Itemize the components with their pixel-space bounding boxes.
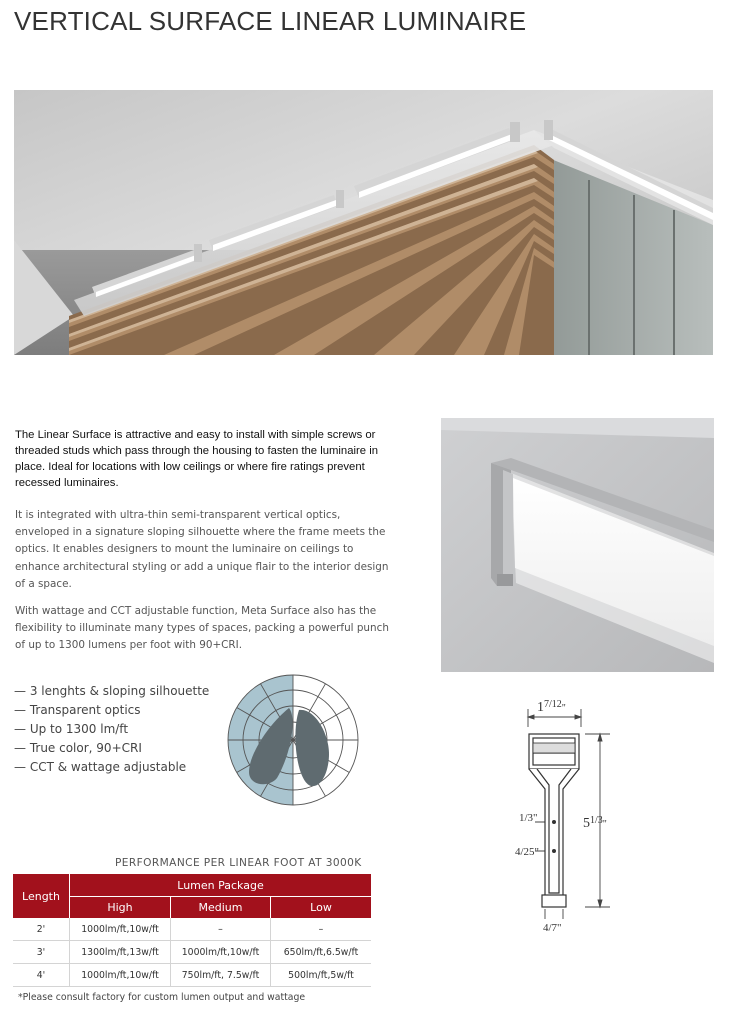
cell-low: 650lm/ft,6.5w/ft: [271, 941, 372, 964]
table-row: [13, 918, 371, 941]
intro-text: The Linear Surface is attractive and easy to install with simple screws or threaded studs which pass through the housing to fasten the luminaire in place. Ideal for locations with low ceilings or where fire ratings prevent recessed luminaires.: [15, 429, 378, 489]
description-paragraph: It is integrated with ultra-thin semi-transparent vertical optics, enveloped in a signature sloping silhouette where the frame meets the optics. It enables designers to mount the luminaire on ceilings to enhance architectural styling or add a unique flair to the interior design of a space.: [15, 509, 389, 590]
base-dimension-label: 4/7": [543, 922, 562, 934]
cell-length: 3': [13, 941, 70, 964]
column-header-lumen-package: Lumen Package: [70, 874, 372, 897]
page-title: VERTICAL SURFACE LINEAR LUMINAIRE: [14, 6, 527, 36]
feature-item: — True color, 90+CRI: [14, 741, 142, 755]
cell-high: 1000lm/ft,10w/ft: [70, 964, 171, 987]
cross-section-drawing: [515, 697, 625, 937]
height-dimension-label: $5^{1/3}_"$: [583, 815, 607, 831]
cell-length: 2': [13, 918, 70, 941]
width-dimension-label: $1^{7/12}_"$: [537, 699, 566, 715]
performance-table: [13, 874, 371, 987]
neck-dimension-label: 1/3": [519, 812, 538, 824]
feature-list: [14, 682, 209, 777]
cell-low: 500lm/ft,5w/ft: [271, 964, 372, 987]
description-paragraph: With wattage and CCT adjustable function, Meta Surface also has the flexibility to illuminate many types of spaces, packing a powerful punch of up to 1300 lumens per foot with 90+CRI.: [15, 605, 389, 652]
feature-item: — 3 lenghts & sloping silhouette: [14, 684, 210, 698]
cell-medium: 750lm/ft, 7.5w/ft: [171, 964, 271, 987]
column-header-length: Length: [13, 874, 70, 918]
stem-dimension-label: 4/25": [515, 846, 540, 858]
feature-item: — Up to 1300 lm/ft: [14, 722, 129, 736]
column-header-medium: Medium: [171, 897, 271, 919]
cell-high: 1300lm/ft,13w/ft: [70, 941, 171, 964]
light-distribution-diagram: [227, 674, 359, 806]
column-header-high: High: [70, 897, 171, 919]
column-header-low: Low: [271, 897, 372, 919]
table-row: [13, 941, 371, 964]
feature-item: — CCT & wattage adjustable: [14, 760, 187, 774]
cell-low: –: [271, 918, 372, 941]
feature-item: — Transparent optics: [14, 703, 141, 717]
performance-table-title: PERFORMANCE PER LINEAR FOOT AT 3000K: [115, 857, 362, 869]
table-row: [13, 964, 371, 987]
footnote: *Please consult factory for custom lumen output and wattage: [18, 992, 306, 1003]
cell-medium: –: [171, 918, 271, 941]
luminaire-detail-photo: [441, 418, 714, 672]
cell-length: 4': [13, 964, 70, 987]
cell-medium: 1000lm/ft,10w/ft: [171, 941, 271, 964]
hero-photo: [14, 90, 713, 355]
cell-high: 1000lm/ft,10w/ft: [70, 918, 171, 941]
